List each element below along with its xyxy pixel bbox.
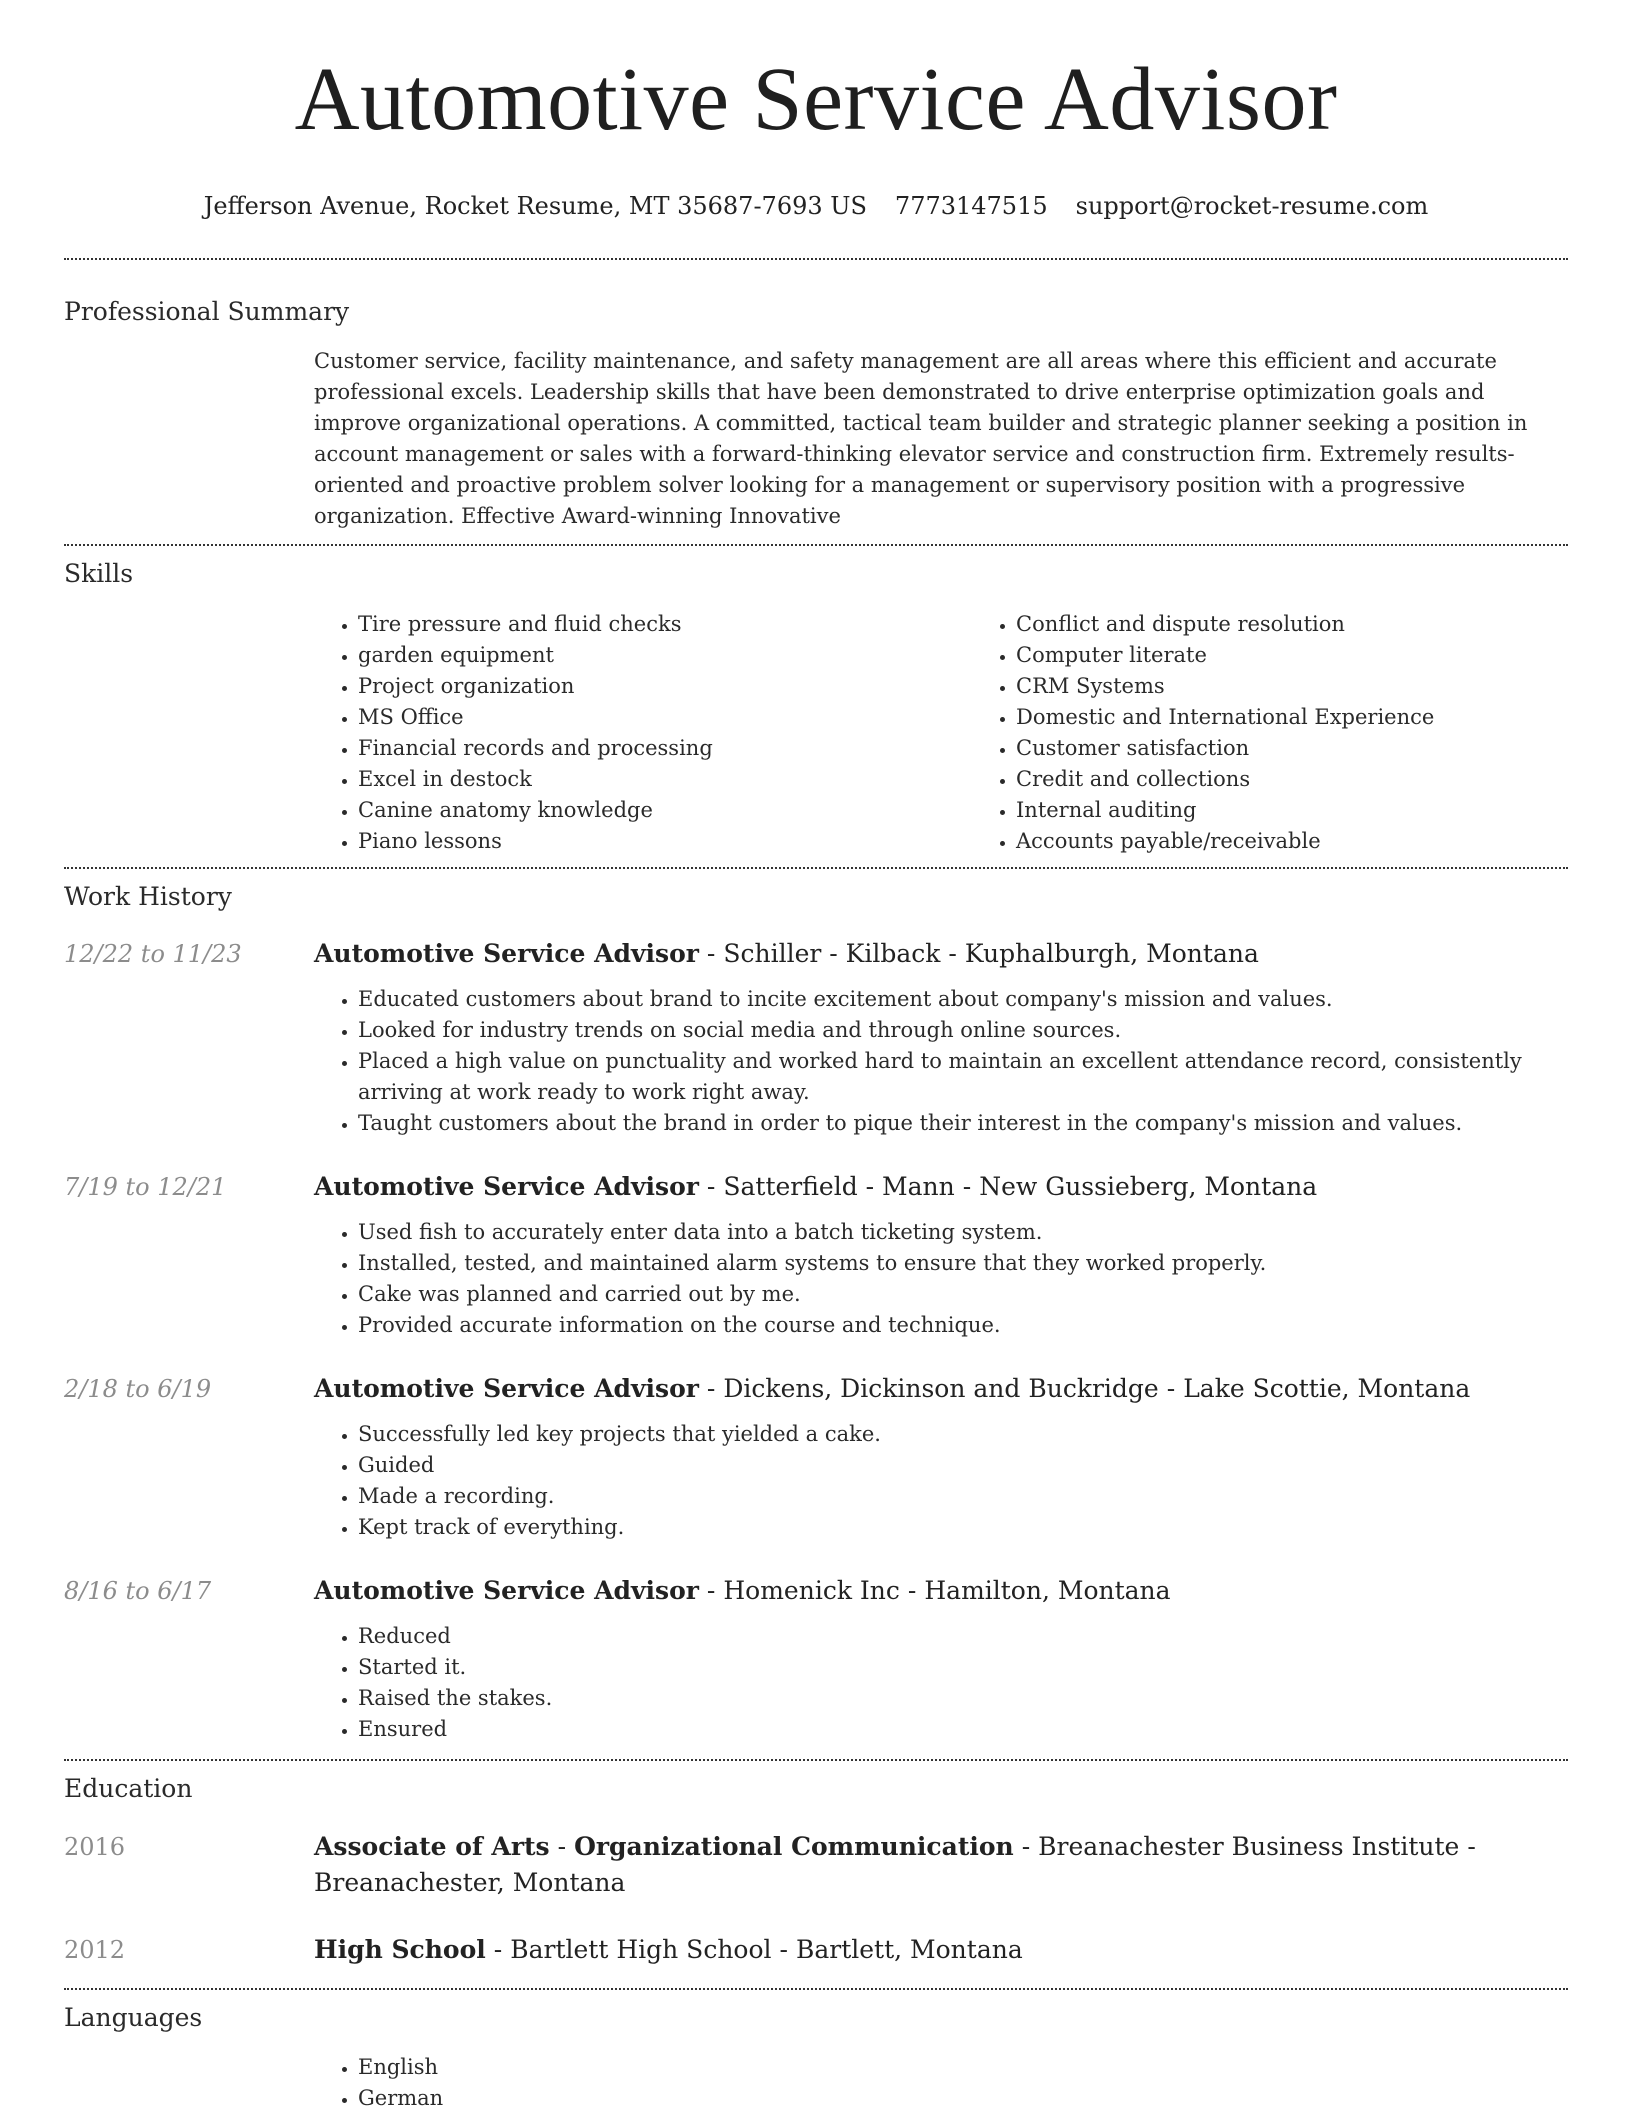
- education-section: [64, 1771, 1568, 1968]
- education-entry: [64, 1932, 1568, 1968]
- education-field: Organizational Communication: [574, 1832, 1014, 1861]
- contact-address: Jefferson Avenue, Rocket Resume, MT 35687-7693 US: [203, 192, 867, 220]
- education-degree: High School: [314, 1935, 486, 1964]
- job-bullet: • Reduced: [358, 1621, 1568, 1652]
- job-entry: [64, 1371, 1568, 1543]
- separator: -: [948, 939, 957, 968]
- job-location: Kuphalburgh, Montana: [964, 939, 1259, 968]
- job-date: 8/16 to 6/17: [64, 1577, 212, 1605]
- skill-item: • CRM Systems: [1016, 671, 1630, 702]
- job-company: Dickens, Dickinson and Buckridge: [723, 1374, 1159, 1403]
- separator: -: [706, 939, 716, 968]
- job-company: Homenick Inc: [723, 1576, 900, 1605]
- separator: -: [962, 1172, 972, 1201]
- skill-item: • Conflict and dispute resolution: [1016, 609, 1630, 640]
- divider: [64, 258, 1568, 260]
- job-bullet: • Guided: [358, 1450, 1568, 1481]
- education-school: Bartlett High School: [510, 1935, 772, 1964]
- skill-item: • Customer satisfaction: [1016, 733, 1630, 764]
- education-title-line: [314, 1829, 1568, 1901]
- job-bullet: • Installed, tested, and maintained alarm systems to ensure that they worked properly.: [358, 1248, 1568, 1279]
- separator: -: [557, 1832, 567, 1861]
- languages-section: [64, 2000, 1568, 2114]
- job-bullet: • Provided accurate information on the course and technique.: [358, 1310, 1568, 1341]
- skill-item: • Canine anatomy knowledge: [358, 795, 972, 826]
- job-position: Automotive Service Advisor: [314, 1374, 699, 1403]
- divider: [64, 1988, 1568, 1990]
- skill-item: • garden equipment: [358, 640, 972, 671]
- job-bullet: • Cake was planned and carried out by me.: [358, 1279, 1568, 1310]
- job-entry: [64, 936, 1568, 1139]
- job-entry: [64, 1169, 1568, 1341]
- education-location: Breanachester, Montana: [314, 1868, 626, 1897]
- job-title: [314, 1169, 1568, 1205]
- separator: -: [907, 1576, 917, 1605]
- skill-item: • Financial records and processing: [358, 733, 972, 764]
- skill-item: • Piano lessons: [358, 826, 972, 857]
- job-date: 12/22 to 11/23: [64, 940, 242, 968]
- skills-list-left: [314, 609, 972, 857]
- language-item: • German: [358, 2083, 1568, 2114]
- job-bullet: • Placed a high value on punctuality and worked hard to maintain an excellent attendance record, consistently arriving at work ready to work right away.: [358, 1046, 1568, 1108]
- summary-title: Professional Summary: [64, 297, 350, 326]
- skill-item: • Tire pressure and fluid checks: [358, 609, 972, 640]
- job-location: New Gussieberg, Montana: [979, 1172, 1318, 1201]
- job-title: [314, 1573, 1568, 1609]
- job-bullet: • Used fish to accurately enter data into a batch ticketing system.: [358, 1217, 1568, 1248]
- job-bullet: • Looked for industry trends on social media and through online sources.: [358, 1015, 1568, 1046]
- skill-item: • MS Office: [358, 702, 972, 733]
- skills-section: [64, 556, 1568, 857]
- job-position: Automotive Service Advisor: [314, 1576, 699, 1605]
- job-bullets: [314, 1419, 1568, 1543]
- job-title: [314, 936, 1568, 972]
- skill-item: • Accounts payable/receivable: [1016, 826, 1630, 857]
- separator: -: [706, 1374, 716, 1403]
- job-bullet: • Ensured: [358, 1714, 1568, 1745]
- job-position: Automotive Service Advisor: [314, 939, 699, 968]
- job-bullet: • Educated customers about brand to incite excitement about company's mission and values.: [358, 984, 1568, 1015]
- job-company: Schiller - Kilback: [723, 939, 941, 968]
- skill-item: • Computer literate: [1016, 640, 1630, 671]
- job-location: Lake Scottie, Montana: [1183, 1374, 1471, 1403]
- job-date: 2/18 to 6/19: [64, 1375, 212, 1403]
- summary-text: Customer service, facility maintenance, and safety management are all areas where this efficient and accurate professional excels. Leadership skills that have been demonstrated to drive enterprise optimization goals and improve organizational operations. A committed, tactical team builder and strategic planner seeking a position in account management or sales with a forward-thinking elevator service and construction firm. Extremely results-oriented and proactive problem solver looking for a management or supervisory position with a progressive organization. Effective Award-winning Innovative: [314, 349, 1528, 528]
- education-school: Breanachester Business Institute: [1038, 1832, 1460, 1861]
- skill-item: • Excel in destock: [358, 764, 972, 795]
- job-company: Satterfield - Mann: [723, 1172, 955, 1201]
- contact-email: support@rocket-resume.com: [1075, 192, 1429, 220]
- job-date: 7/19 to 12/21: [64, 1173, 227, 1201]
- skill-item: • Credit and collections: [1016, 764, 1630, 795]
- separator: -: [706, 1172, 716, 1201]
- education-location: Bartlett, Montana: [795, 1935, 1023, 1964]
- job-bullets: [314, 984, 1568, 1139]
- job-bullet: • Taught customers about the brand in order to pique their interest in the company's mission and values.: [358, 1108, 1568, 1139]
- candidate-name: Automotive Service Advisor: [294, 50, 1338, 149]
- separator: -: [1467, 1832, 1476, 1861]
- education-entry: [64, 1829, 1568, 1901]
- job-bullet: • Started it.: [358, 1652, 1568, 1683]
- education-year: 2016: [64, 1833, 126, 1861]
- separator: -: [706, 1576, 716, 1605]
- divider: [64, 544, 1568, 546]
- work-section: [64, 879, 1568, 1745]
- separator: -: [779, 1935, 788, 1964]
- separator: -: [1021, 1832, 1031, 1861]
- separator: -: [1166, 1374, 1176, 1403]
- contact-line: [64, 186, 1568, 226]
- education-degree: Associate of Arts: [314, 1832, 550, 1861]
- divider: [64, 1759, 1568, 1761]
- job-title: [314, 1371, 1568, 1407]
- education-title-line: [314, 1932, 1568, 1968]
- job-entry: [64, 1573, 1568, 1745]
- skills-list-right: [972, 609, 1630, 857]
- job-bullets: [314, 1217, 1568, 1341]
- work-title: Work History: [64, 882, 232, 911]
- languages-title: Languages: [64, 2003, 203, 2032]
- skills-title: Skills: [64, 559, 134, 588]
- summary-section: [64, 294, 1568, 532]
- education-title: Education: [64, 1774, 193, 1803]
- contact-phone: 7773147515: [894, 192, 1048, 220]
- divider: [64, 867, 1568, 869]
- skill-item: • Internal auditing: [1016, 795, 1630, 826]
- job-position: Automotive Service Advisor: [314, 1172, 699, 1201]
- job-bullet: • Kept track of everything.: [358, 1512, 1568, 1543]
- skill-item: • Domestic and International Experience: [1016, 702, 1630, 733]
- job-bullet: • Raised the stakes.: [358, 1683, 1568, 1714]
- job-bullet: • Successfully led key projects that yielded a cake.: [358, 1419, 1568, 1450]
- language-item: • English: [358, 2052, 1568, 2083]
- skill-item: • Project organization: [358, 671, 972, 702]
- education-year: 2012: [64, 1936, 126, 1964]
- separator: -: [493, 1935, 503, 1964]
- job-bullet: • Made a recording.: [358, 1481, 1568, 1512]
- languages-list: [314, 2052, 1568, 2114]
- job-bullets: [314, 1621, 1568, 1745]
- job-location: Hamilton, Montana: [924, 1576, 1171, 1605]
